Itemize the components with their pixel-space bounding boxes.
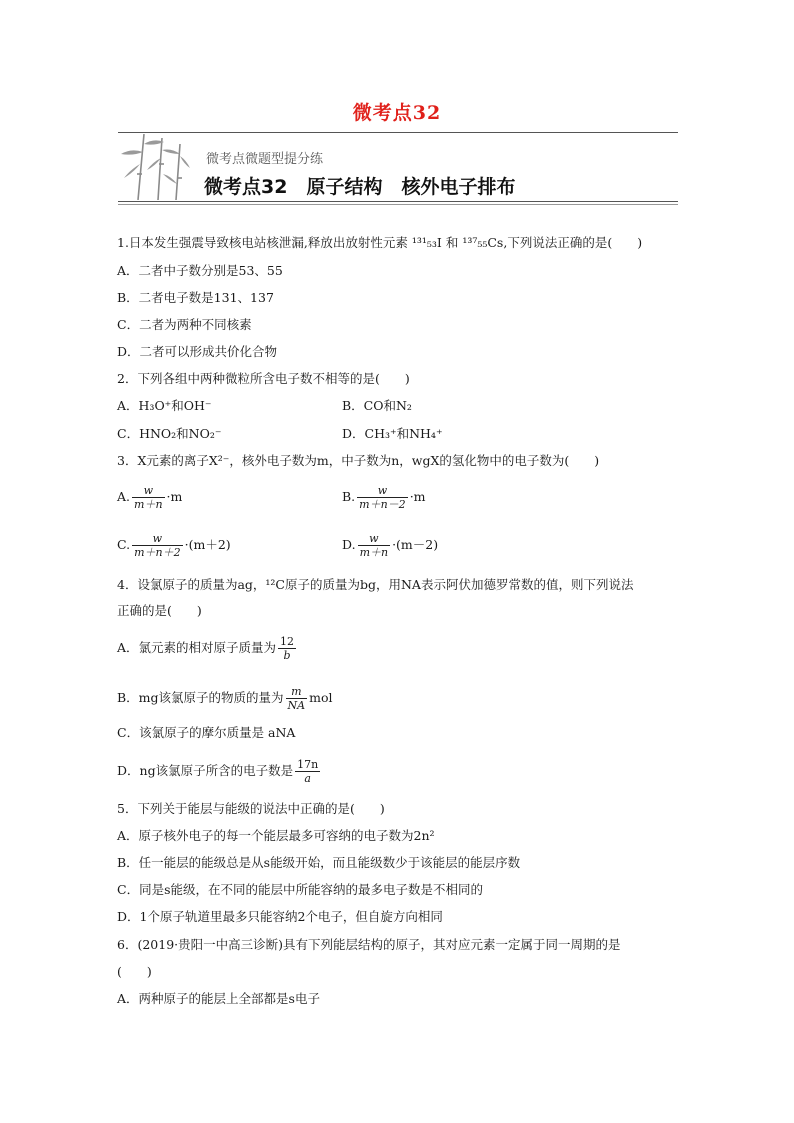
banner-subtitle: 微考点微题型提分练 xyxy=(206,152,324,167)
question-3-stem: 3．X元素的离子X²⁻，核外电子数为m，中子数为n，wgX的氢化物中的电子数为( ) xyxy=(117,453,600,468)
banner-heading: 微考点32 原子结构 核外电子排布 xyxy=(204,176,516,198)
q4-option-a xyxy=(117,635,298,662)
option-label: D. xyxy=(342,537,356,552)
numerator: w xyxy=(132,532,183,546)
q2-option-d: D．CH₃⁺和NH₄⁺ xyxy=(342,426,443,441)
fraction xyxy=(278,635,296,662)
q5-option-d: D．1个原子轨道里最多只能容纳2个电子，但自旋方向相同 xyxy=(117,909,443,924)
option-text: B．mg该氯原子的物质的量为 xyxy=(117,690,284,705)
bamboo-illustration-icon xyxy=(118,134,192,200)
section-banner xyxy=(118,132,678,204)
q2-option-b: B．CO和N₂ xyxy=(342,398,412,413)
question-6-stem-line1: 6．(2019·贵阳一中高三诊断)具有下列能层结构的原子，其对应元素一定属于同一周期的是 xyxy=(117,937,621,952)
question-1-stem: 1.日本发生强震导致核电站核泄漏,释放出放射性元素 ¹³¹₅₃I 和 ¹³⁷₅₅Cs,下列说法正确的是( ) xyxy=(117,235,643,250)
option-tail: ·m xyxy=(409,489,426,504)
q4-option-d xyxy=(117,758,322,785)
numerator: w xyxy=(357,484,408,498)
denominator: m＋n－2 xyxy=(359,498,406,511)
q3-option-a xyxy=(117,484,182,511)
option-label: A. xyxy=(117,489,131,504)
numerator: 12 xyxy=(280,635,295,648)
fraction xyxy=(358,532,391,559)
q2-option-a: A．H₃O⁺和OH⁻ xyxy=(117,398,212,413)
fraction xyxy=(286,685,308,712)
q4-option-c: C．该氯原子的摩尔质量是 aNA xyxy=(117,725,296,740)
fraction xyxy=(295,758,320,785)
q1-option-a: A．二者中子数分别是53、55 xyxy=(117,263,283,278)
fraction xyxy=(132,532,183,559)
q5-option-a: A．原子核外电子的每一个能层最多可容纳的电子数为2n² xyxy=(117,828,435,843)
q1-option-c: C．二者为两种不同核素 xyxy=(117,317,252,332)
option-tail: ·m xyxy=(166,489,183,504)
numerator: w xyxy=(358,532,391,546)
q3-option-c xyxy=(117,532,231,559)
question-2-stem: 2．下列各组中两种微粒所含电子数不相等的是( ) xyxy=(117,371,410,386)
q3-option-d xyxy=(342,532,438,559)
option-label: B. xyxy=(342,489,356,504)
fraction xyxy=(357,484,408,511)
numerator: w xyxy=(132,484,165,498)
q6-option-a: A．两种原子的能层上全部都是s电子 xyxy=(117,991,320,1006)
option-text: A．氯元素的相对原子质量为 xyxy=(117,640,277,655)
option-tail: ·(m－2) xyxy=(392,537,439,552)
banner-top-rule xyxy=(118,132,678,133)
q2-option-c: C．HNO₂和NO₂⁻ xyxy=(117,426,222,441)
denominator: m＋n xyxy=(359,546,389,559)
denominator: m＋n＋2 xyxy=(134,546,181,559)
option-text: D．ng该氯原子所含的电子数是 xyxy=(117,763,294,778)
q1-option-d: D．二者可以形成共价化合物 xyxy=(117,344,278,359)
denominator: m＋n xyxy=(134,498,163,511)
numerator: m xyxy=(286,685,308,699)
banner-bottom-rule xyxy=(118,201,678,202)
question-4-stem-line1: 4．设氯原子的质量为ag，¹²C原子的质量为bg，用NA表示阿伏加德罗常数的值，则下列说法 xyxy=(117,577,634,592)
option-tail: ·(m＋2) xyxy=(184,537,231,552)
question-4-stem-line2: 正确的是( ) xyxy=(117,603,202,618)
page-title: 微考点32 xyxy=(352,102,442,124)
q3-option-b xyxy=(342,484,426,511)
denominator: b xyxy=(283,649,291,662)
option-label: C. xyxy=(117,537,131,552)
q5-option-b: B．任一能层的能级总是从s能级开始，而且能级数少于该能层的能层序数 xyxy=(117,855,521,870)
question-6-stem-line2: ( ) xyxy=(117,964,152,979)
q1-option-b: B．二者电子数是131、137 xyxy=(117,290,274,305)
banner-bottom-rule-thin xyxy=(118,204,678,205)
denominator: NA xyxy=(287,699,306,712)
denominator: a xyxy=(304,772,311,785)
fraction xyxy=(132,484,165,511)
numerator: 17n xyxy=(297,758,319,771)
question-5-stem: 5．下列关于能层与能级的说法中正确的是( ) xyxy=(117,801,385,816)
option-unit: mol xyxy=(309,690,333,705)
q5-option-c: C．同是s能级，在不同的能层中所能容纳的最多电子数是不相同的 xyxy=(117,882,483,897)
q4-option-b xyxy=(117,685,333,712)
